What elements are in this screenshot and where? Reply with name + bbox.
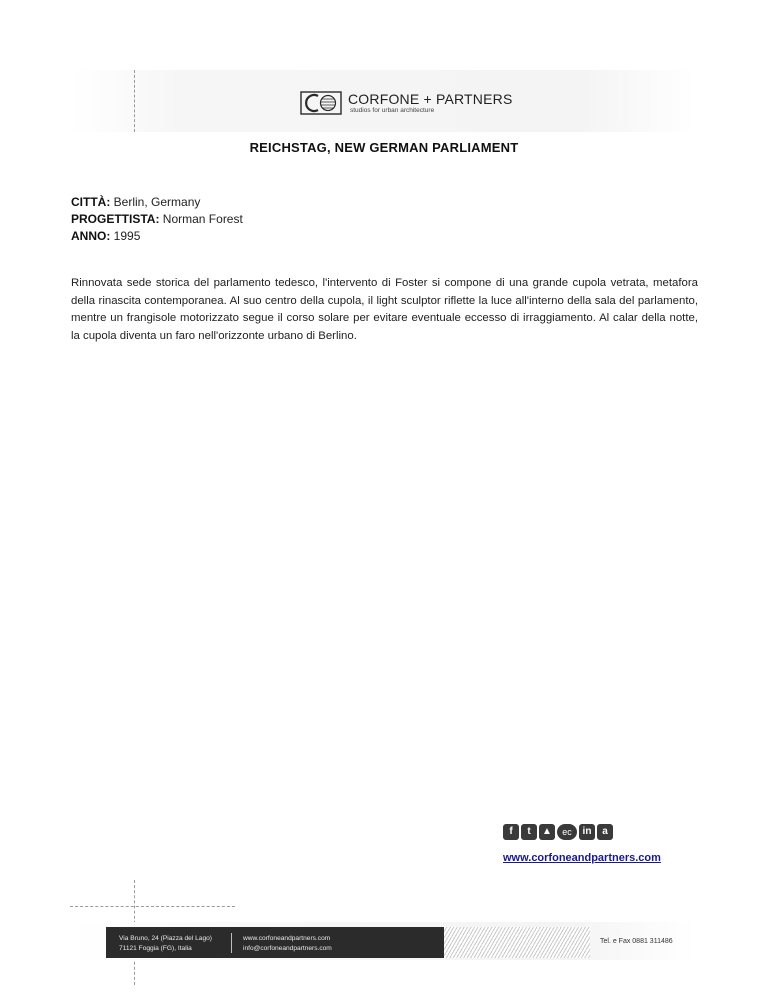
- twitter-icon[interactable]: t: [521, 824, 537, 840]
- info-row-city: [71, 194, 243, 211]
- footer-contacts: [243, 934, 332, 953]
- linkedin-icon[interactable]: in: [579, 824, 595, 840]
- website-link[interactable]: www.corfoneandpartners.com: [503, 852, 661, 864]
- info-value: Norman Forest: [162, 212, 243, 226]
- info-row-year: [71, 228, 243, 245]
- logo-mark-icon: [300, 91, 342, 115]
- footer-address: [119, 934, 212, 953]
- project-info: [71, 194, 243, 245]
- info-label: ANNO:: [71, 229, 111, 243]
- facebook-icon[interactable]: f: [503, 824, 519, 840]
- footer-email-link[interactable]: info@corfoneandpartners.com: [243, 944, 332, 952]
- header-guide-line: [134, 70, 135, 132]
- blog-icon[interactable]: ▲: [539, 824, 555, 840]
- footer-hatch-pattern: [444, 927, 590, 958]
- ec-icon[interactable]: ec: [557, 824, 577, 840]
- info-row-designer: [71, 211, 243, 228]
- brand-tagline: studios for urban architecture: [350, 106, 435, 114]
- anobii-icon[interactable]: a: [597, 824, 613, 840]
- company-logo: [300, 91, 513, 115]
- page-title: REICHSTAG, NEW GERMAN PARLIAMENT: [249, 140, 519, 155]
- footer-phone: Tel. e Fax 0881 311486: [600, 938, 673, 945]
- info-value: Berlin, Germany: [113, 195, 201, 209]
- info-label: PROGETTISTA:: [71, 212, 160, 226]
- footer-divider: [231, 933, 232, 953]
- footer-contact-bar: [106, 927, 444, 958]
- social-icons: [503, 824, 613, 840]
- info-value: 1995: [113, 229, 141, 243]
- footer-web-link[interactable]: www.corfoneandpartners.com: [243, 935, 331, 942]
- project-description: Rinnovata sede storica del parlamento tedesco, l'intervento di Foster si compone di una grande cupola vetrata, metafora della rinascita contemporanea. Al suo centro della cupola, il light sculptor riflette la luce all'interno della sala del parlamento, mentre un frangisole motorizzato segue il corso solare per evitare eventuale eccesso di irraggiamento. Al calar della notte, la cupola diventa un faro nell'orizzonte urbano di Berlino.: [71, 277, 698, 342]
- footer-guide-line: [70, 906, 235, 907]
- address-line: 71121 Foggia (FG), Italia: [119, 944, 192, 952]
- brand-name: CORFONE + PARTNERS: [348, 90, 513, 107]
- info-label: CITTÀ:: [71, 195, 111, 209]
- address-line: Via Bruno, 24 (Piazza del Lago): [119, 935, 212, 942]
